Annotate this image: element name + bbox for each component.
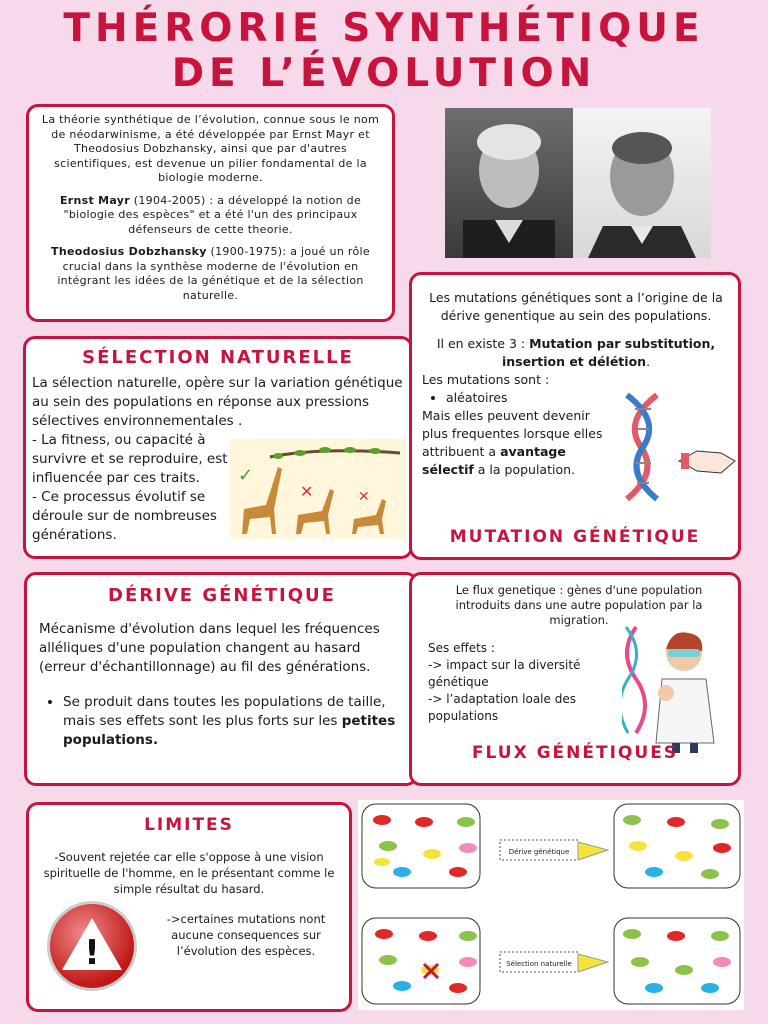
derive-box — [24, 572, 418, 786]
diagram-label-derive: Dérive génétique — [508, 848, 570, 856]
intro-paragraph: La théorie synthétique de l’évolution, connue sous le nom de néodarwinisme, a été développée par Ernst Mayr et Theodosius Dobzhansky, ainsi que par d'autres scientifiques, est devenue un pilier fondamental de la biologie moderne. — [41, 113, 380, 184]
mayr-name: Ernst Mayr — [59, 193, 130, 207]
limites-paragraph-2: ->certaines mutations nont aucune consequences sur l’évolution des espèces. — [166, 912, 326, 958]
title-line-1: THÉRORIE SYNTHÉTIQUE — [63, 6, 705, 51]
bird-diagram — [358, 800, 744, 1010]
warning-glyph: ! — [84, 933, 100, 973]
mutation-paragraph-4 — [422, 407, 612, 479]
scientist-illustration — [622, 623, 728, 753]
derive-bullet-text: Se produit dans toutes les populations de taille, mais ses effets sont les plus forts sur les — [63, 694, 386, 729]
cross-mark-1: ✕ — [300, 482, 314, 501]
mutation-types-end: . — [646, 354, 651, 369]
mutation-types-intro: Il en existe 3 : — [436, 336, 530, 351]
selection-box — [23, 336, 413, 559]
poster-title — [0, 6, 768, 96]
giraffes-illustration — [230, 439, 406, 539]
portrait-theodosius-dobzhansky — [573, 108, 711, 258]
portrait-dobzhansky-drawing — [573, 108, 711, 258]
portrait-ernst-mayr — [445, 108, 573, 258]
dna-illustration — [617, 391, 739, 503]
warning-triangle — [50, 904, 134, 988]
mutation-paragraph-3: Les mutations sont : — [422, 372, 550, 387]
derive-paragraph: Mécanisme d'évolution dans lequel les fréquences alléliques d'une population changent au hasard (erreur d'échantillonnage) au fil des générations. — [39, 621, 380, 675]
dobzhansky-name: Theodosius Dobzhansky — [51, 245, 207, 258]
flux-paragraph-3: -> impact sur la diversité génétique — [428, 658, 581, 689]
derive-title: DÉRIVE GÉNÉTIQUE — [108, 585, 336, 606]
mutation-box — [409, 272, 741, 560]
bird-diagram-drawing — [358, 800, 744, 1010]
cross-mark-2: ✕ — [358, 489, 370, 505]
mutation-paragraph-1: Les mutations génétiques sont a l’origine de la dérive genentique au sein des populations. — [429, 290, 723, 323]
selection-paragraph-3: - Ce processus évolutif se déroule sur de nombreuses générations. — [32, 489, 217, 543]
mutation-paragraph-2 — [422, 335, 730, 371]
title-line-2: DE L’ÉVOLUTION — [171, 51, 597, 96]
mutation-advantage-intro: Mais elles peuvent devenir plus frequentes lorsque elles attribuent a — [422, 408, 603, 459]
selection-paragraph-2: - La fitness, ou capacité à survivre et se reproduire, est influencée par ces traits. — [32, 432, 228, 486]
dobzhansky-paragraph — [37, 245, 384, 303]
scientist-drawing — [622, 623, 728, 753]
dna-drawing — [617, 391, 739, 503]
selection-paragraph-1: La sélection naturelle, opère sur la variation génétique au sein des populations en réponse aux pressions sélectives environnementales . — [32, 375, 403, 429]
mayr-text: (1904-2005) : a développé la notion de "biologie des espèces" et a été l'un des principaux défenseurs de cette theorie. — [63, 193, 362, 236]
selection-title: SÉLECTION NATURELLE — [82, 347, 354, 368]
limites-box — [26, 802, 352, 1012]
mutation-list — [422, 389, 612, 407]
diagram-label-selection: Sélection naturelle — [506, 960, 572, 968]
derive-list-item — [63, 693, 405, 750]
flux-paragraph-4: -> l’adaptation loale des populations — [428, 692, 576, 723]
giraffes-drawing — [230, 439, 406, 539]
flux-title: FLUX GÉNÉTIQUES — [471, 743, 679, 763]
derive-bullet-bold: petites populations. — [63, 713, 396, 748]
mutation-types: Mutation par substitution, insertion et délétion — [501, 336, 716, 369]
mayr-paragraph — [37, 194, 384, 238]
portrait-mayr-drawing — [445, 108, 573, 258]
derive-list — [39, 693, 405, 750]
mutation-title: MUTATION GÉNÉTIQUE — [449, 527, 701, 547]
mutation-advantage-end: a la population. — [473, 462, 575, 477]
flux-paragraph-1: Le flux genetique : gènes d'une population introduits dans une autre population par la migration. — [455, 583, 703, 627]
mutation-list-item: • aléatoires — [446, 389, 612, 407]
flux-paragraph-2: Ses effets : — [428, 641, 495, 655]
dobzhansky-text: (1900-1975): a joué un rôle crucial dans la synthèse moderne de l'évolution en intégrant les idées de la génétique et de la sélection naturelle. — [57, 245, 370, 302]
intro-box — [26, 104, 395, 322]
check-mark: ✓ — [238, 465, 254, 486]
flux-box — [409, 572, 741, 786]
limites-title: LIMITES — [144, 815, 234, 835]
limites-paragraph-1: -Souvent rejetée car elle s'oppose à une vision spirituelle de l'homme, en le présentant comme le simple résultat du hasard. — [43, 850, 335, 896]
mutation-advantage: avantage sélectif — [422, 444, 566, 477]
warning-icon — [47, 901, 137, 991]
